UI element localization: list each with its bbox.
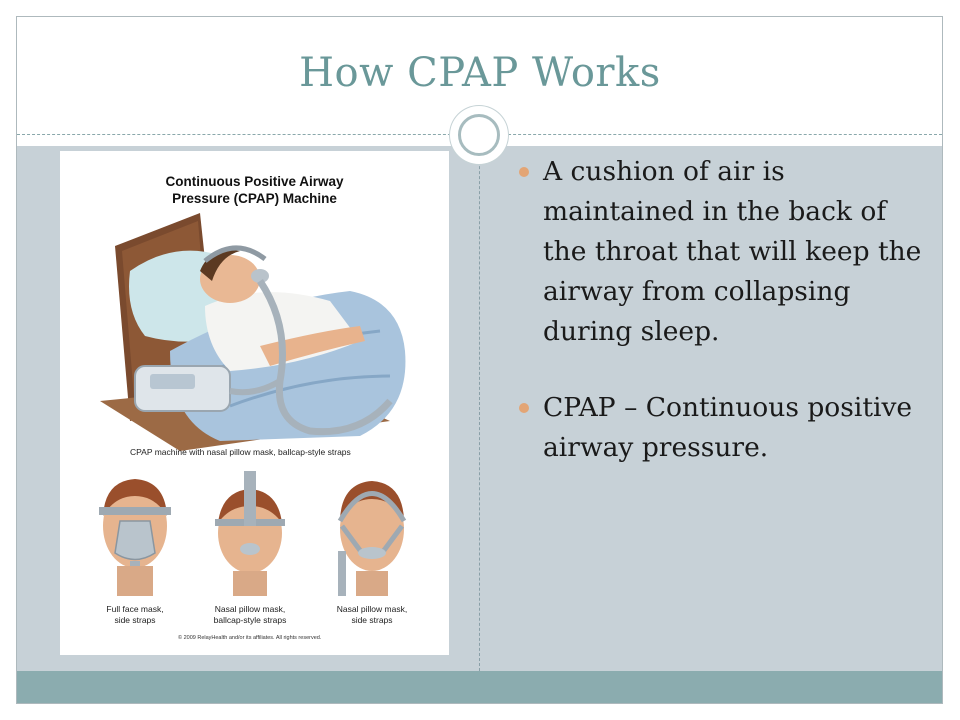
bullet-list <box>521 152 926 504</box>
nasal-pillow-ballcap-drawing <box>200 471 300 601</box>
slide-title: How CPAP Works <box>299 50 661 96</box>
bullet-text: CPAP – Continuous positive airway pressure. <box>543 392 913 463</box>
nasal-pillow-side-straps-drawing <box>322 471 422 601</box>
ring-inner-circle <box>458 114 500 156</box>
sleeping-patient-drawing <box>60 151 449 451</box>
bullet-text: A cushion of air is maintained in the back of the throat that will keep the airway from collapsing during sleep. <box>543 156 922 347</box>
mask-label-nasal-side: Nasal pillow mask, side straps <box>336 604 408 625</box>
mask-label-full-face: Full face mask, side straps <box>106 604 164 625</box>
full-face-mask-drawing <box>85 471 185 601</box>
divider-ring-ornament <box>450 106 508 164</box>
illustration-copyright: © 2009 RelayHealth and/or its affiliates. All rights reserved. <box>178 635 322 641</box>
mask-label-nasal-ballcap: Nasal pillow mask, ballcap-style straps <box>213 604 287 625</box>
illustration-caption: CPAP machine with nasal pillow mask, ballcap-style straps <box>130 447 351 457</box>
illustration-title-line1: Continuous Positive Airway <box>165 174 344 189</box>
bullet-dot-icon <box>519 167 529 177</box>
column-divider <box>479 146 480 671</box>
bullet-item <box>521 388 926 468</box>
footer-band <box>17 671 942 703</box>
bullet-dot-icon <box>519 403 529 413</box>
bullet-item <box>521 152 926 352</box>
cpap-illustration <box>60 151 449 655</box>
illustration-title-line2: Pressure (CPAP) Machine <box>172 191 337 206</box>
